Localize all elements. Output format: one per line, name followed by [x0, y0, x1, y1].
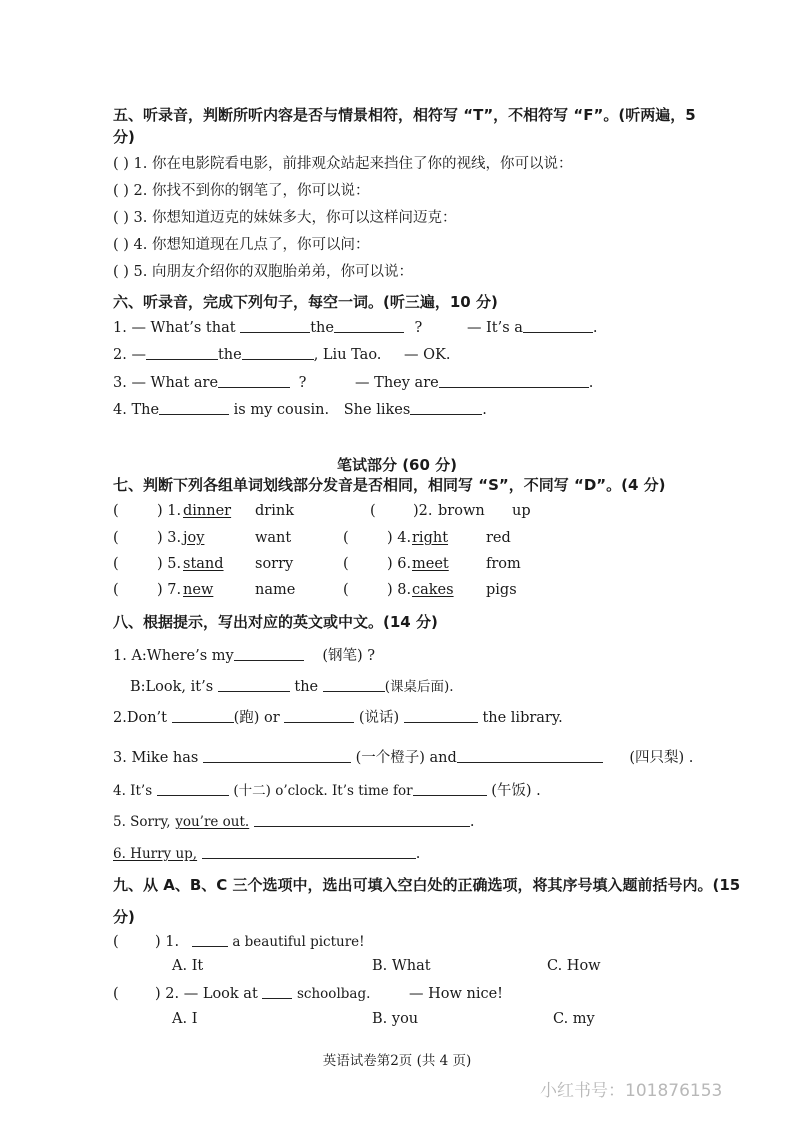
s7-word: right	[412, 530, 449, 546]
answer-blank[interactable]	[242, 358, 314, 360]
s9-q1-stem: ) 1. a beautiful picture!	[155, 934, 365, 950]
s8-q6: 6. Hurry up, .	[113, 846, 421, 862]
s9-q1-paren: (	[113, 934, 119, 950]
s8-q1a: 1. A:Where’s my (钢笔) ?	[113, 648, 376, 664]
s7-word: name	[255, 582, 296, 598]
answer-blank[interactable]	[172, 721, 234, 723]
s7-word: meet	[412, 556, 449, 572]
s7-l-num: ) 1.	[157, 503, 182, 519]
s7-word: drink	[255, 503, 294, 519]
s7-word: red	[486, 530, 511, 546]
section-9-heading-tail: 分)	[113, 908, 135, 926]
option-c: C. How	[547, 958, 601, 974]
s8-q1b: B:Look, it’s the (课桌后面).	[130, 679, 454, 695]
section-9-heading: 九、从 A、B、C 三个选项中，选出可填入空白处的正确选项，将其序号填入题前括号内。(15	[113, 876, 741, 894]
answer-blank[interactable]	[240, 331, 310, 333]
answer-blank[interactable]	[323, 690, 385, 692]
watermark: 小红书号：101876153	[540, 1081, 723, 1101]
s7-r-num: )2.	[413, 503, 433, 519]
answer-blank[interactable]	[218, 690, 290, 692]
answer-blank[interactable]	[457, 761, 603, 763]
s7-word: new	[183, 582, 214, 598]
page-footer: 英语试卷第2页 (共 4 页)	[322, 1053, 472, 1069]
section-6-heading: 六、听录音，完成下列句子，每空一词。(听三遍，10 分)	[113, 293, 498, 311]
answer-blank[interactable]	[146, 358, 218, 360]
s8-q4: 4. It’s (十二) o’clock. It’s time for (午饭) .	[113, 783, 541, 799]
s5-item: ( ) 5. 向朋友介绍你的双胞胎弟弟，你可以说：	[113, 264, 413, 280]
answer-blank[interactable]	[523, 331, 593, 333]
answer-blank[interactable]	[218, 386, 290, 388]
option-a: A. It	[172, 958, 204, 974]
option-a: A. I	[172, 1011, 198, 1027]
answer-blank[interactable]	[439, 386, 511, 388]
s5-item: ( ) 1. 你在电影院看电影，前排观众站起来挡住了你的视线，你可以说：	[113, 156, 573, 172]
s6-q3: 3. — What are ? — They are .	[113, 375, 594, 391]
option-b: B. What	[372, 958, 431, 974]
s7-word: up	[512, 503, 531, 519]
s8-q3: 3. Mike has (一个橙子) and (四只梨) .	[113, 750, 694, 766]
answer-blank[interactable]	[203, 761, 351, 763]
answer-blank[interactable]	[234, 659, 304, 661]
answer-blank[interactable]	[511, 386, 589, 388]
s7-word: stand	[183, 556, 224, 572]
s7-l-num: ) 3.	[157, 530, 182, 546]
s6-q4: 4. The is my cousin. She likes .	[113, 402, 487, 418]
answer-blank[interactable]	[404, 721, 478, 723]
answer-blank[interactable]	[202, 857, 416, 859]
answer-blank[interactable]	[284, 721, 354, 723]
answer-blank[interactable]	[413, 794, 487, 796]
s7-r-num: ) 6.	[387, 556, 412, 572]
s7-word: sorry	[255, 556, 294, 572]
s5-item: ( ) 2. 你找不到你的钢笔了，你可以说：	[113, 183, 370, 199]
s7-r-num: ) 4.	[387, 530, 412, 546]
section-8-heading: 八、根据提示，写出对应的英文或中文。(14 分)	[113, 613, 438, 631]
section-5-heading-tail: 分)	[113, 128, 135, 146]
option-b: B. you	[372, 1011, 419, 1027]
s7-word: pigs	[486, 582, 517, 598]
s7-word: cakes	[412, 582, 454, 598]
s7-r-paren: (	[343, 530, 349, 546]
s7-l-paren: (	[113, 503, 119, 519]
s5-item: ( ) 3. 你想知道迈克的妹妹多大，你可以这样问迈克：	[113, 210, 457, 226]
answer-blank[interactable]	[262, 997, 292, 999]
s7-r-paren: (	[370, 503, 376, 519]
s9-q2-paren: (	[113, 986, 119, 1002]
s7-word: brown	[438, 503, 485, 519]
s7-r-paren: (	[343, 582, 349, 598]
s5-item: ( ) 4. 你想知道现在几点了，你可以问：	[113, 237, 370, 253]
answer-blank[interactable]	[159, 413, 229, 415]
written-part-title: 笔试部分 (60 分)	[336, 456, 458, 474]
s7-l-num: ) 5.	[157, 556, 182, 572]
s7-l-num: ) 7.	[157, 582, 182, 598]
answer-blank[interactable]	[192, 945, 228, 947]
section-7-heading: 七、判断下列各组单词划线部分发音是否相同，相同写 “S”，不同写 “D”。(4 分)	[113, 476, 666, 494]
answer-blank[interactable]	[157, 794, 229, 796]
s7-word: want	[255, 530, 292, 546]
s6-q2: 2. — the , Liu Tao. — OK.	[113, 347, 451, 363]
s7-word: joy	[183, 530, 205, 546]
answer-blank[interactable]	[254, 825, 470, 827]
s7-l-paren: (	[113, 582, 119, 598]
section-5-heading: 五、听录音，判断所听内容是否与情景相符，相符写 “T”，不相符写 “F”。(听两遍，5	[113, 106, 696, 124]
s7-l-paren: (	[113, 530, 119, 546]
s7-r-paren: (	[343, 556, 349, 572]
s7-word: from	[486, 556, 521, 572]
answer-blank[interactable]	[334, 331, 404, 333]
s9-q2-stem: ) 2. — Look at schoolbag. — How nice!	[155, 986, 504, 1002]
s6-q1: 1. — What’s that the ? — It’s a .	[113, 320, 598, 336]
s7-r-num: ) 8.	[387, 582, 412, 598]
s7-word: dinner	[183, 503, 232, 519]
s8-q2: 2.Don’t (跑) or (说话) the library.	[113, 710, 563, 726]
answer-blank[interactable]	[410, 413, 482, 415]
s7-l-paren: (	[113, 556, 119, 572]
s8-q5: 5. Sorry, you’re out. .	[113, 814, 475, 830]
option-c: C. my	[553, 1011, 595, 1027]
